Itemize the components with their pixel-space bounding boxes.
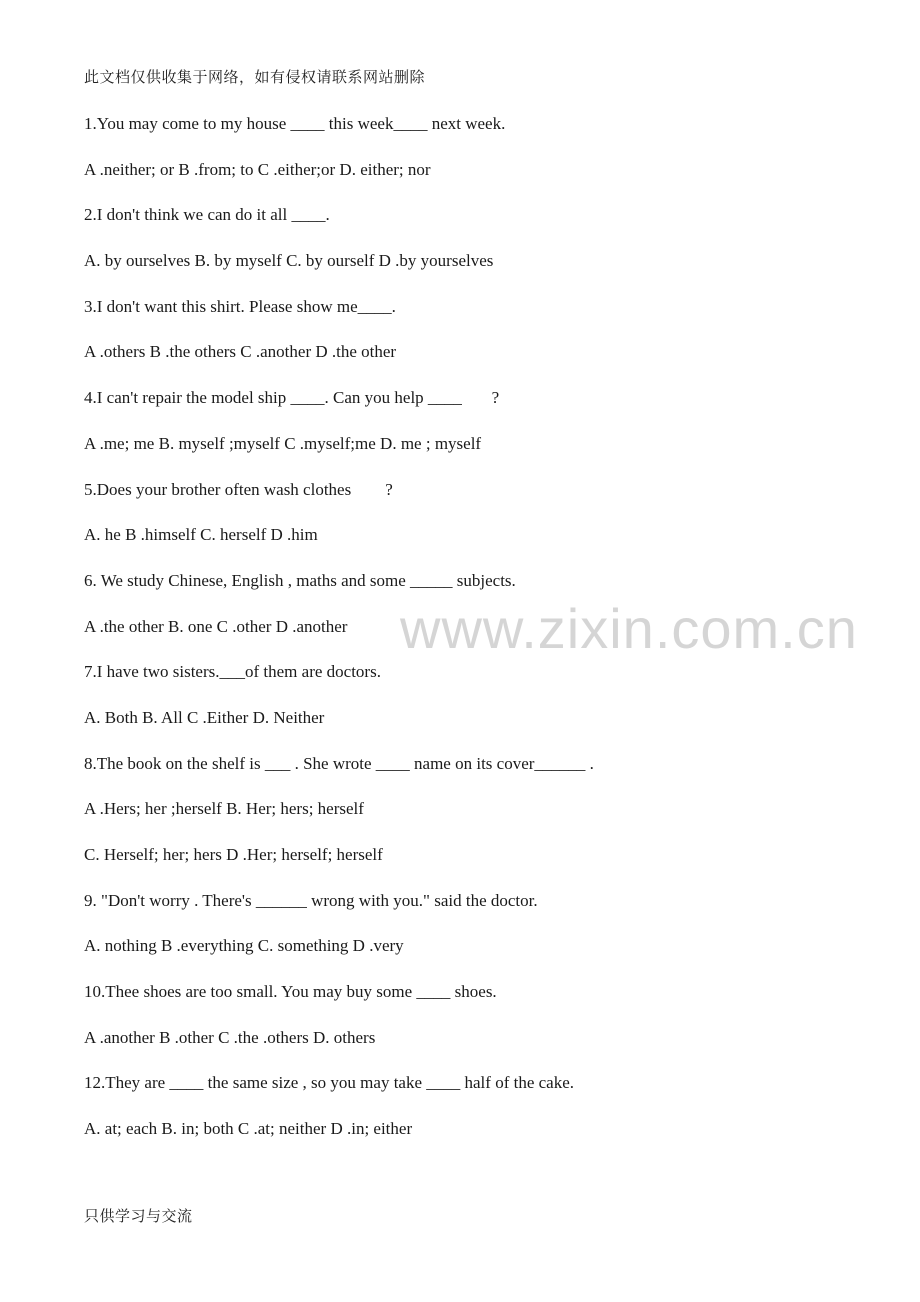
- question-5-options: A. he B .himself C. herself D .him: [84, 525, 318, 545]
- question-1-options: A .neither; or B .from; to C .either;or D. either; nor: [84, 159, 431, 179]
- question-8-options-c-d: C. Herself; her; hers D .Her; herself; herself: [84, 845, 383, 864]
- question-12-stem: 12.They are ____ the same size , so you may take ____ half of the cake.: [84, 1073, 575, 1093]
- watermark-text: www.zixin.com.cn: [400, 597, 858, 660]
- header-notice: 此文档仅供收集于网络，如有侵权请联系网站删除: [84, 68, 426, 86]
- question-9-stem: 9. "Don't worry . There's ______ wrong with you." said the doctor.: [84, 890, 538, 910]
- question-4-stem: 4.I can't repair the model ship ____. Can you help ____ ?: [84, 388, 500, 408]
- question-3-options: A .others B .the others C .another D .the other: [84, 342, 397, 362]
- question-2-options: A. by ourselves B. by myself C. by ourself D .by yourselves: [84, 251, 494, 271]
- footer-notice: 只供学习与交流: [84, 1207, 193, 1225]
- question-5-stem: 5.Does your brother often wash clothes ?: [84, 479, 393, 499]
- question-10-stem: 10.Thee shoes are too small. You may buy some ____ shoes.: [84, 982, 497, 1002]
- question-2-stem: 2.I don't think we can do it all ____.: [84, 205, 330, 225]
- question-7-options: A. Both B. All C .Either D. Neither: [84, 707, 325, 727]
- question-list: [84, 113, 864, 1164]
- question-4-options: A .me; me B. myself ;myself C .myself;me D. me ; myself: [84, 433, 482, 453]
- question-7-stem: 7.I have two sisters.___of them are doctors.: [84, 662, 381, 682]
- question-10-options: A .another B .other C .the .others D. others: [84, 1027, 376, 1047]
- question-9-options: A. nothing B .everything C. something D .very: [84, 936, 404, 956]
- question-3-stem: 3.I don't want this shirt. Please show me____.: [84, 296, 396, 316]
- question-8-options-a-b: A .Hers; her ;herself B. Her; hers; herself: [84, 799, 364, 819]
- question-6-stem: 6. We study Chinese, English , maths and some _____ subjects.: [84, 570, 516, 590]
- question-1-stem: 1.You may come to my house ____ this week____ next week.: [84, 114, 506, 133]
- question-6-options: A .the other B. one C .other D .another: [84, 616, 348, 636]
- question-12-options: A. at; each B. in; both C .at; neither D .in; either: [84, 1119, 413, 1139]
- question-8-stem: 8.The book on the shelf is ___ . She wrote ____ name on its cover______ .: [84, 753, 594, 773]
